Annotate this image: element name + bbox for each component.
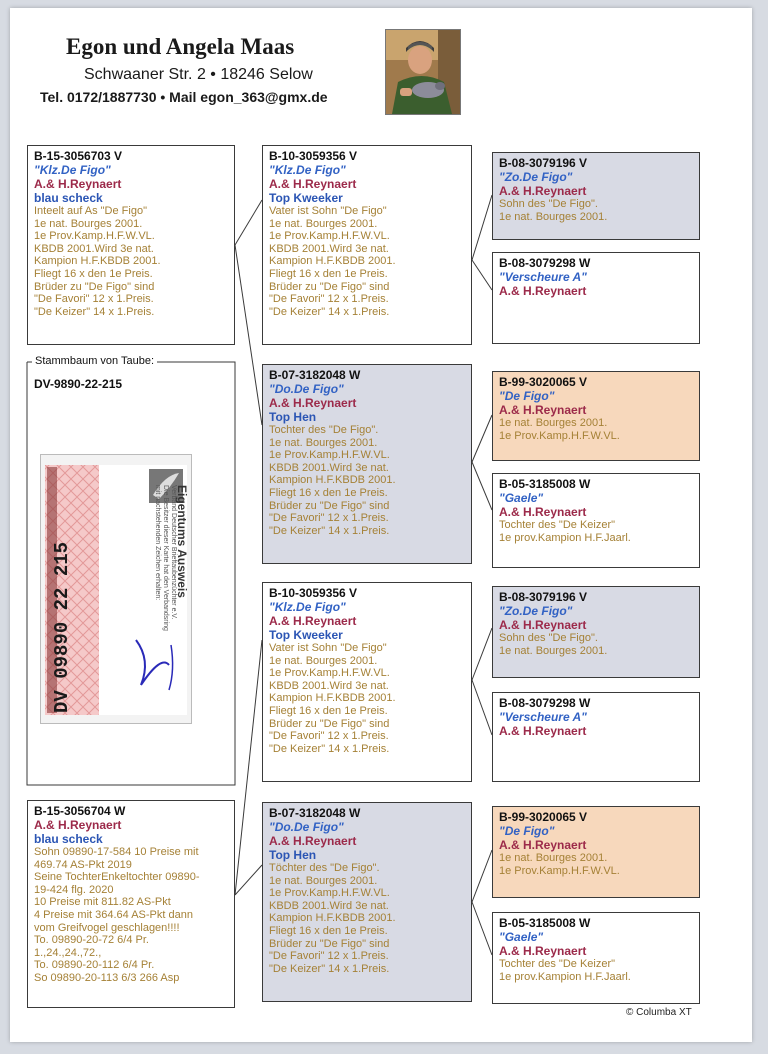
- breeder-name: A.& H.Reynaert: [499, 724, 587, 738]
- ring-number: B-99-3020065 V: [499, 375, 588, 389]
- pigeon-color: Top Kweeker: [269, 191, 343, 205]
- grandmother-paternal-box: [262, 364, 472, 564]
- grandfather-maternal-box: [262, 582, 472, 782]
- great-grandmother-box-2: [492, 473, 700, 568]
- owner-address: Schwaaner Str. 2 • 18246 Selow: [84, 66, 313, 83]
- great-grandfather-box-2: [492, 371, 700, 461]
- breeder-name: A.& H.Reynaert: [499, 184, 587, 198]
- pigeon-info: Sohn 09890-17-584 10 Preise mit 469.74 AS-Pkt 2019 Seine TochterEnkeltochter 09890- 19-424 flg. 2020 10 Preise mit 811.82 AS-Pkt 4 Preise mit 364.64 AS-Pkt dann vom Greifvogel geschlagen!!!! To. 09890-20-72 6/4 Pr. 1.,24.,24.,72., To. 09890-20-112 6/4 Pr. So 09890-20-113 6/3 266 Asp: [34, 846, 200, 984]
- ring-number: B-10-3059356 V: [269, 586, 358, 600]
- great-grandfather-box-4: [492, 806, 700, 898]
- pigeon-info: Vater ist Sohn "De Figo" 1e nat. Bourges 2001. 1e Prov.Kamp.H.F.W.VL. KBDB 2001.Wird 3e nat. Kampion H.F.KBDB 2001. Fliegt 16 x den 1e Preis. Brüder zu "De Figo" sind "De Favori" 12 x 1.Preis. "De Keizer" 14 x 1.Preis.: [269, 205, 396, 318]
- grandmother-maternal-box: [262, 802, 472, 1002]
- great-grandmother-box-4: [492, 912, 700, 1004]
- pigeon-info: Tochter des "De Keizer" 1e prov.Kampion H.F.Jaarl.: [499, 958, 631, 983]
- ownership-card: [40, 454, 192, 724]
- breeder-name: A.& H.Reynaert: [269, 614, 357, 628]
- breeder-name: A.& H.Reynaert: [499, 284, 587, 298]
- pigeon-name: "Zo.De Figo": [499, 170, 573, 184]
- breeder-name: A.& H.Reynaert: [34, 177, 122, 191]
- ring-number: B-08-3079196 V: [499, 156, 588, 170]
- pigeon-color: Top Hen: [269, 848, 317, 862]
- father-box: [27, 145, 235, 345]
- pigeon-name: "De Figo": [499, 389, 555, 403]
- owner-name: Egon und Angela Maas: [66, 34, 295, 59]
- mother-box: [27, 800, 235, 1008]
- card-org: Verband Deutscher Brieftaubenzüchter e.V.: [170, 485, 177, 620]
- pigeon-name: "Zo.De Figo": [499, 604, 573, 618]
- breeder-name: A.& H.Reynaert: [269, 834, 357, 848]
- grandfather-paternal-box: [262, 145, 472, 345]
- pigeon-info: Tochter des "De Keizer" 1e prov.Kampion H.F.Jaarl.: [499, 519, 631, 544]
- pigeon-info: Vater ist Sohn "De Figo" 1e nat. Bourges 2001. 1e Prov.Kamp.H.F.W.VL. KBDB 2001.Wird 3e nat. Kampion H.F.KBDB 2001. Fliegt 16 x den 1e Preis. Brüder zu "De Figo" sind "De Favori" 12 x 1.Preis. "De Keizer" 14 x 1.Preis.: [269, 642, 396, 755]
- pigeon-name: "Verscheure A": [499, 270, 587, 284]
- pigeon-info: Sohn des "De Figo". 1e nat. Bourges 2001.: [499, 198, 608, 223]
- great-grandmother-box-1: [492, 252, 700, 344]
- ring-number: B-05-3185008 W: [499, 916, 591, 930]
- pigeon-info: Tochter des "De Figo". 1e nat. Bourges 2001. 1e Prov.Kamp.H.F.W.VL. KBDB 2001.Wird 3e nat. Kampion H.F.KBDB 2001. Fliegt 16 x den 1e Preis. Brüder zu "De Figo" sind "De Favori" 12 x 1.Preis. "De Keizer" 14 x 1.Preis.: [269, 424, 396, 537]
- card-number: DV 09890 22 215: [51, 541, 73, 713]
- great-grandfather-box-3: [492, 586, 700, 678]
- pigeon-name: "Klz.De Figo": [269, 600, 346, 614]
- pigeon-color: blau scheck: [34, 832, 103, 846]
- card-text-1: Die Besitzer dieser Karte hat den Verbandsring: [162, 485, 169, 631]
- pigeon-name: "Do.De Figo": [269, 382, 344, 396]
- ring-number: B-15-3056704 W: [34, 804, 126, 818]
- breeder-name: A.& H.Reynaert: [269, 396, 357, 410]
- pigeon-color: Top Hen: [269, 410, 317, 424]
- card-title: Eigentums Ausweis: [175, 485, 189, 598]
- ring-number: B-08-3079196 V: [499, 590, 588, 604]
- stammbaum-label: Stammbaum von Taube:: [32, 355, 157, 367]
- copyright-notice: © Columba XT: [626, 1007, 692, 1018]
- pigeon-name: "De Figo": [499, 824, 555, 838]
- pigeon-name: "Do.De Figo": [269, 820, 344, 834]
- pigeon-info: Töchter des "De Figo". 1e nat. Bourges 2001. 1e Prov.Kamp.H.F.W.VL. KBDB 2001.Wird 3e nat. Kampion H.F.KBDB 2001. Fliegt 16 x den 1e Preis. Brüder zu "De Figo" sind "De Favori" 12 x 1.Preis. "De Keizer" 14 x 1.Preis.: [269, 862, 396, 975]
- pigeon-info: Inteelt auf As "De Figo" 1e nat. Bourges 2001. 1e Prov.Kamp.H.F.W.VL. KBDB 2001.Wird 3e nat. Kampion H.F.KBDB 2001. Fliegt 16 x den 1e Preis. Brüder zu "De Figo" sind "De Favori" 12 x 1.Preis. "De Keizer" 14 x 1.Preis.: [34, 205, 161, 318]
- ring-number: B-07-3182048 W: [269, 368, 361, 382]
- owner-photo: [385, 29, 461, 115]
- ring-number: B-15-3056703 V: [34, 149, 123, 163]
- owner-photo-image: [386, 30, 460, 114]
- pigeon-name: "Gaele": [499, 930, 544, 944]
- pigeon-color: Top Kweeker: [269, 628, 343, 642]
- pigeon-name: "Klz.De Figo": [34, 163, 111, 177]
- stammbaum-id: DV-9890-22-215: [34, 377, 123, 391]
- great-grandmother-box-3: [492, 692, 700, 782]
- pigeon-info: Sohn des "De Figo". 1e nat. Bourges 2001.: [499, 632, 608, 657]
- card-text-2: mit nachstehenden Zeichen erhalten:: [154, 485, 161, 601]
- breeder-name: A.& H.Reynaert: [499, 838, 587, 852]
- pigeon-name: "Klz.De Figo": [269, 163, 346, 177]
- owner-contact: Tel. 0172/1887730 • Mail egon_363@gmx.de: [40, 89, 328, 105]
- great-grandfather-box-1: [492, 152, 700, 240]
- ring-number: B-99-3020065 V: [499, 810, 588, 824]
- breeder-name: A.& H.Reynaert: [499, 403, 587, 417]
- pigeon-name: "Gaele": [499, 491, 544, 505]
- ring-number: B-10-3059356 V: [269, 149, 358, 163]
- breeder-name: A.& H.Reynaert: [499, 944, 587, 958]
- ring-number: B-05-3185008 W: [499, 477, 591, 491]
- pigeon-name: "Verscheure A": [499, 710, 587, 724]
- breeder-name: A.& H.Reynaert: [499, 505, 587, 519]
- ring-number: B-08-3079298 W: [499, 696, 591, 710]
- breeder-name: A.& H.Reynaert: [34, 818, 122, 832]
- pigeon-info: 1e nat. Bourges 2001. 1e Prov.Kamp.H.F.W.VL.: [499, 417, 620, 442]
- breeder-name: A.& H.Reynaert: [499, 618, 587, 632]
- breeder-name: A.& H.Reynaert: [269, 177, 357, 191]
- ring-number: B-08-3079298 W: [499, 256, 591, 270]
- pigeon-info: 1e nat. Bourges 2001. 1e Prov.Kamp.H.F.W.VL.: [499, 852, 620, 877]
- pigeon-color: blau scheck: [34, 191, 103, 205]
- ring-number: B-07-3182048 W: [269, 806, 361, 820]
